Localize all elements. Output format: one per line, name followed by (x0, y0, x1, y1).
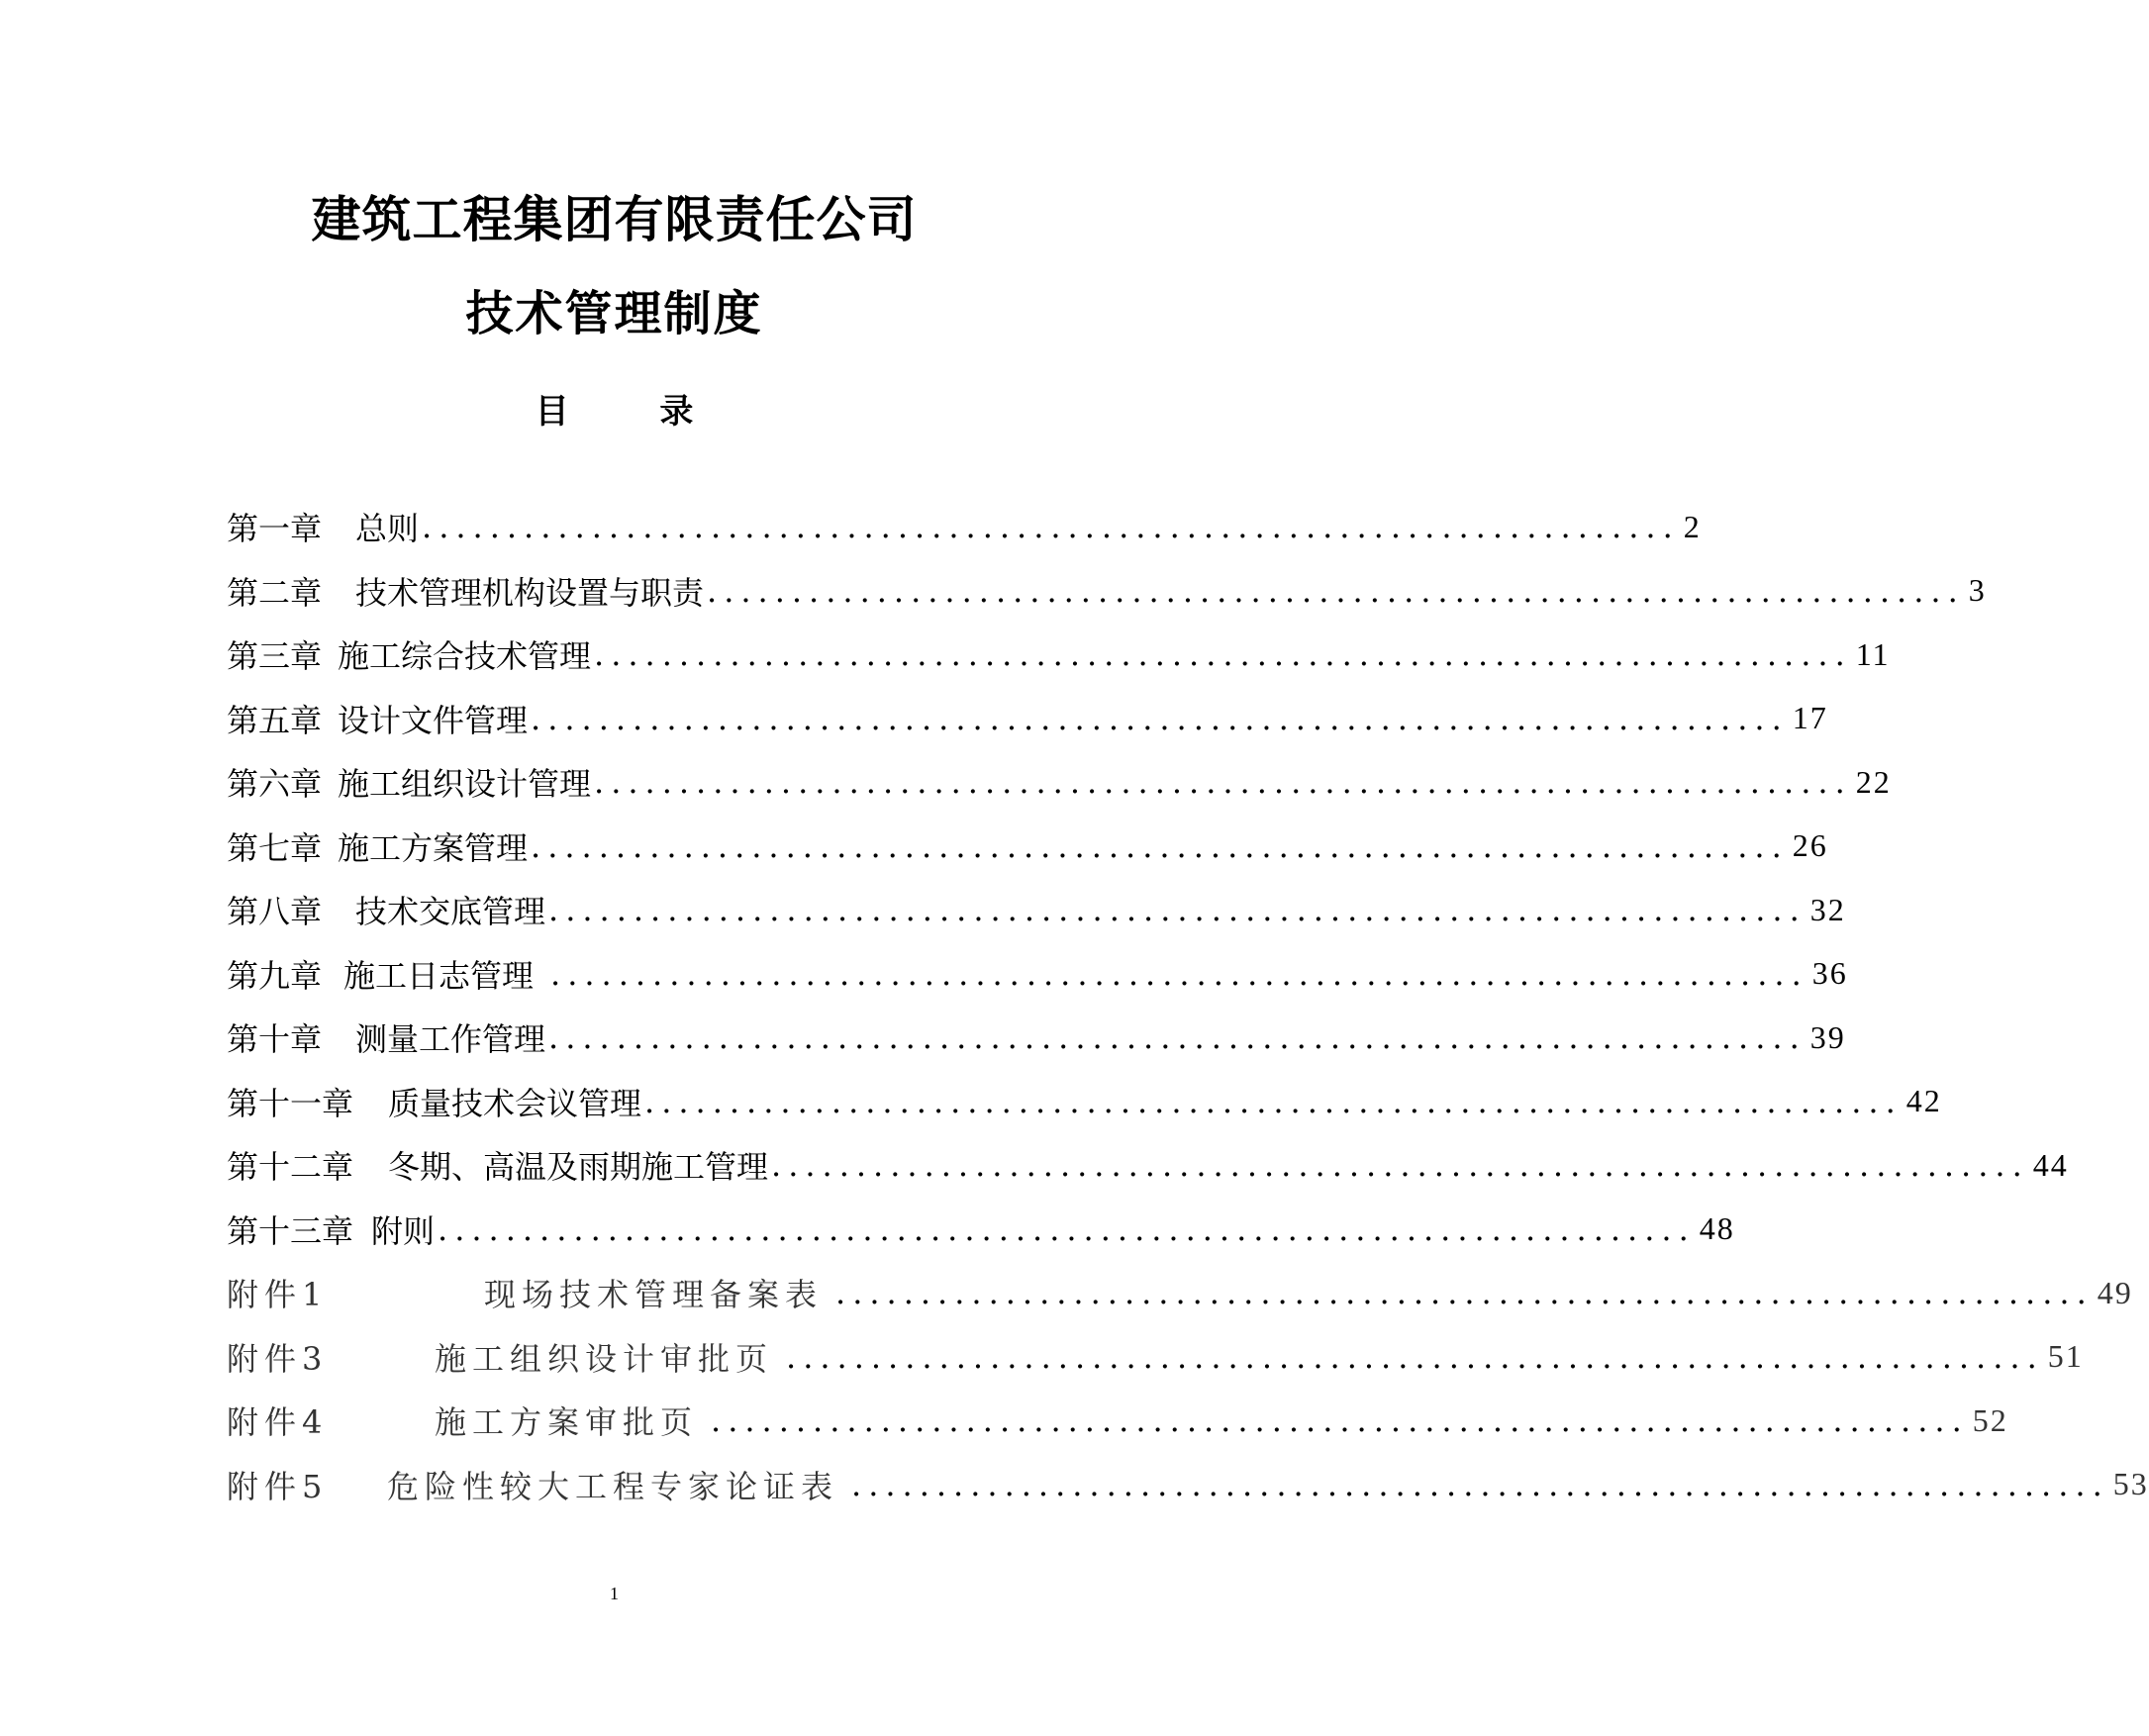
toc-chapter-label: 第五章 (227, 696, 338, 741)
toc-entry[interactable] (227, 687, 1828, 751)
toc-leader-dots: .......................................................................... (594, 763, 1852, 802)
toc-entry-title: 施工综合技术管理 (338, 631, 591, 677)
toc-page-number: 51 (2047, 1338, 2084, 1375)
toc-appendix-title: 施工组织设计审批页 (435, 1334, 783, 1380)
toc-appendix-label: 附件4 (227, 1398, 435, 1443)
toc-leader-dots: .......................................................................... (531, 826, 1789, 865)
toc-entry[interactable] (227, 942, 1848, 1007)
toc-entry-title: 施工日志管理 (343, 951, 547, 997)
toc-leader-dots: .......................................................................... (771, 1146, 2029, 1185)
toc-entry[interactable] (227, 750, 1892, 815)
toc-appendix-entry[interactable] (227, 1325, 2084, 1390)
toc-appendix-title: 现场技术管理备案表 (484, 1270, 832, 1315)
toc-page-number: 2 (1683, 508, 1702, 544)
toc-leader-dots: .......................................................................... (644, 1082, 1903, 1120)
toc-page-number: 44 (2032, 1146, 2069, 1183)
toc-page-number: 53 (2112, 1466, 2149, 1502)
toc-appendix-label: 附件5 (227, 1462, 387, 1507)
toc-leader-dots: .......................................................................... (422, 508, 1680, 546)
toc-entry-title: 技术管理机构设置与职责 (355, 568, 704, 614)
toc-entry-title: 总则 (355, 504, 419, 549)
toc-entry-title: 冬期、高温及雨期施工管理 (388, 1142, 768, 1188)
toc-page-number: 3 (1968, 572, 1987, 609)
toc-entry-title: 技术交底管理 (355, 887, 545, 932)
table-of-contents (227, 495, 2149, 1516)
toc-chapter-label: 第九章 (227, 951, 343, 997)
toc-heading: 目 录 (535, 392, 733, 432)
toc-page-number: 26 (1792, 827, 1828, 864)
toc-entry[interactable] (227, 623, 1891, 687)
toc-leader-dots: .......................................................................... (594, 635, 1852, 674)
toc-leader-dots: .......................................................................... (548, 1018, 1807, 1057)
toc-chapter-label: 第十一章 (227, 1079, 388, 1124)
toc-appendix-label: 附件1 (227, 1270, 484, 1315)
toc-leader-dots: .......................................................................... (835, 1274, 2094, 1312)
toc-page-number: 49 (2097, 1274, 2133, 1310)
document-title: 技术管理制度 (465, 286, 763, 341)
toc-leader-dots: .......................................................................... (707, 571, 1965, 610)
toc-page-number: 11 (1855, 635, 1891, 672)
toc-entry-title: 施工组织设计管理 (338, 759, 591, 805)
toc-entry-title: 附则 (371, 1206, 435, 1252)
toc-entry[interactable] (227, 1070, 1942, 1134)
toc-entry[interactable] (227, 495, 1702, 559)
toc-page-number: 22 (1855, 763, 1892, 800)
toc-appendix-entry[interactable] (227, 1261, 2133, 1325)
toc-chapter-label: 第十三章 (227, 1206, 371, 1252)
toc-chapter-label: 第一章 (227, 504, 355, 549)
toc-appendix-label: 附件3 (227, 1334, 435, 1380)
toc-leader-dots: .......................................................................... (851, 1465, 2109, 1503)
toc-chapter-label: 第二章 (227, 568, 355, 614)
toc-entry[interactable] (227, 559, 1987, 624)
toc-appendix-title: 施工方案审批页 (435, 1398, 708, 1443)
toc-entry[interactable] (227, 1133, 2069, 1198)
toc-page-number: 42 (1905, 1083, 1942, 1119)
toc-page-number: 36 (1811, 955, 1848, 992)
toc-chapter-label: 第十二章 (227, 1142, 388, 1188)
toc-leader-dots: .......................................................................... (786, 1337, 2044, 1376)
toc-entry-title: 测量工作管理 (355, 1014, 545, 1060)
toc-page-number: 32 (1809, 891, 1846, 927)
toc-page-number: 17 (1792, 700, 1828, 736)
toc-entry[interactable] (227, 1198, 1735, 1262)
toc-entry[interactable] (227, 878, 1846, 942)
toc-appendix-entry[interactable] (227, 1389, 2008, 1453)
page-number: 1 (610, 1584, 619, 1603)
toc-appendix-title: 危险性较大工程专家论证表 (387, 1462, 848, 1507)
toc-page-number: 39 (1809, 1018, 1846, 1055)
toc-chapter-label: 第十章 (227, 1014, 355, 1060)
toc-leader-dots: .......................................................................... (550, 954, 1808, 993)
toc-entry[interactable] (227, 1006, 1846, 1070)
toc-leader-dots: .......................................................................... (711, 1401, 1969, 1440)
toc-appendix-entry[interactable] (227, 1453, 2149, 1517)
toc-page-number: 48 (1699, 1210, 1735, 1247)
toc-chapter-label: 第七章 (227, 823, 338, 869)
toc-chapter-label: 第三章 (227, 631, 338, 677)
toc-entry-title: 设计文件管理 (338, 696, 528, 741)
toc-leader-dots: .......................................................................... (531, 699, 1789, 737)
toc-chapter-label: 第六章 (227, 759, 338, 805)
toc-chapter-label: 第八章 (227, 887, 355, 932)
toc-leader-dots: .......................................................................... (548, 891, 1807, 929)
company-name: 建筑工程集团有限责任公司 (311, 191, 918, 248)
toc-entry[interactable] (227, 815, 1828, 879)
toc-entry-title: 质量技术会议管理 (388, 1079, 641, 1124)
toc-leader-dots: .......................................................................... (438, 1209, 1696, 1248)
toc-page-number: 52 (1972, 1401, 2008, 1438)
toc-entry-title: 施工方案管理 (338, 823, 528, 869)
